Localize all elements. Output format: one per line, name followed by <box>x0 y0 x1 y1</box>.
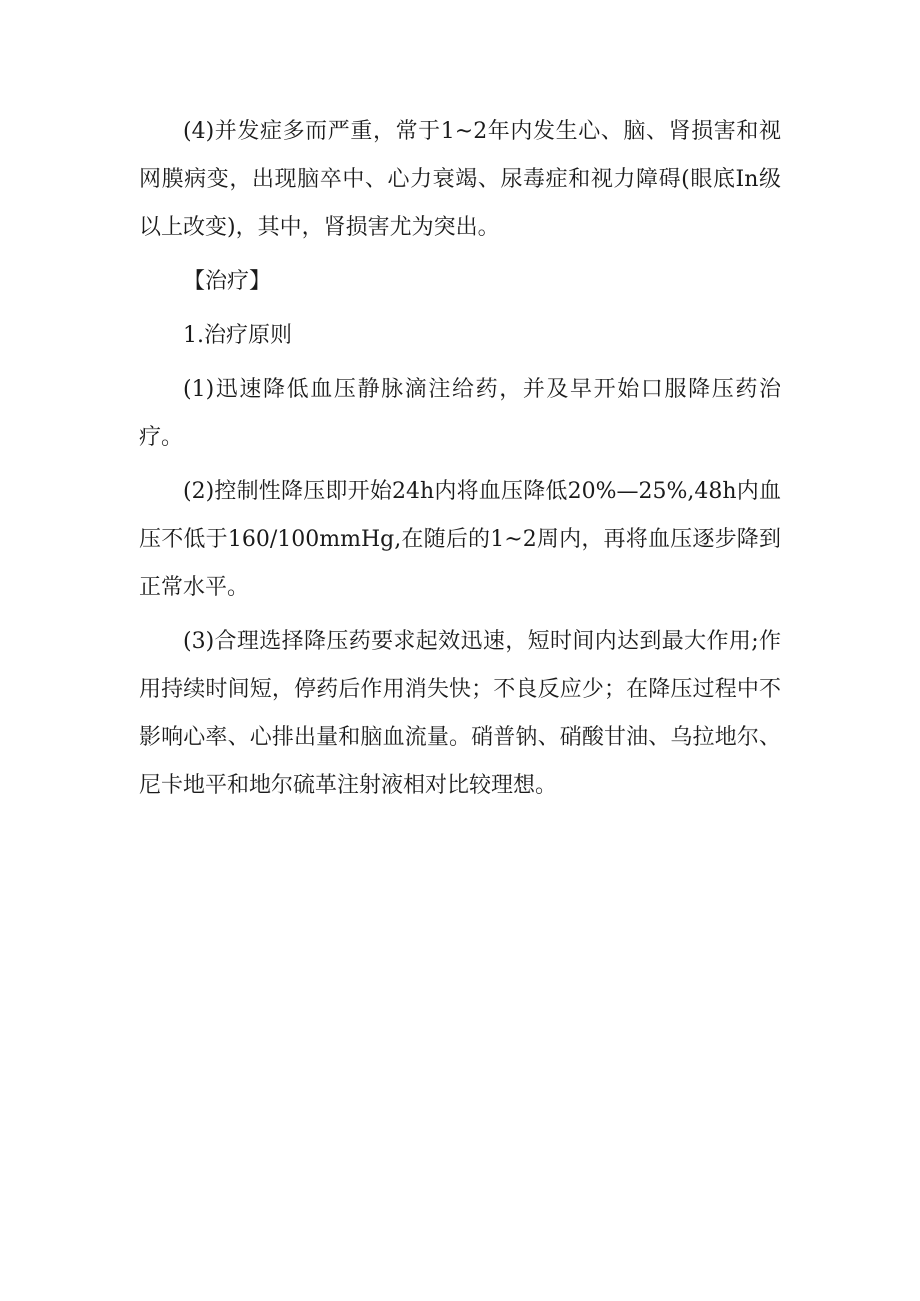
paragraph-principle-2: (2)控制性降压即开始24h内将血压降低20%—25%,48h内血压不低于160/100mmHg,在随后的1~2周内，再将血压逐步降到正常水平。 <box>139 479 781 600</box>
section-heading-treatment: 【治疗】 <box>183 269 272 294</box>
subheading-treatment-principles: 1.治疗原则 <box>183 323 292 348</box>
paragraph-principle-1: (1)迅速降低血压静脉滴注给药，并及早开始口服降压药治疗。 <box>139 377 781 450</box>
paragraph-complications: (4)并发症多而严重，常于1~2年内发生心、脑、肾损害和视网膜病变，出现脑卒中、心力衰竭、尿毒症和视力障碍(眼底In级以上改变)，其中，肾损害尤为突出。 <box>139 119 781 240</box>
document-body <box>139 108 781 810</box>
paragraph-principle-3: (3)合理选择降压药要求起效迅速，短时间内达到最大作用;作用持续时间短，停药后作用消失快；不良反应少；在降压过程中不影响心率、心排出量和脑血流量。硝普钠、硝酸甘油、乌拉地尔、尼卡地平和地尔硫革注射液相对比较理想。 <box>139 629 781 798</box>
